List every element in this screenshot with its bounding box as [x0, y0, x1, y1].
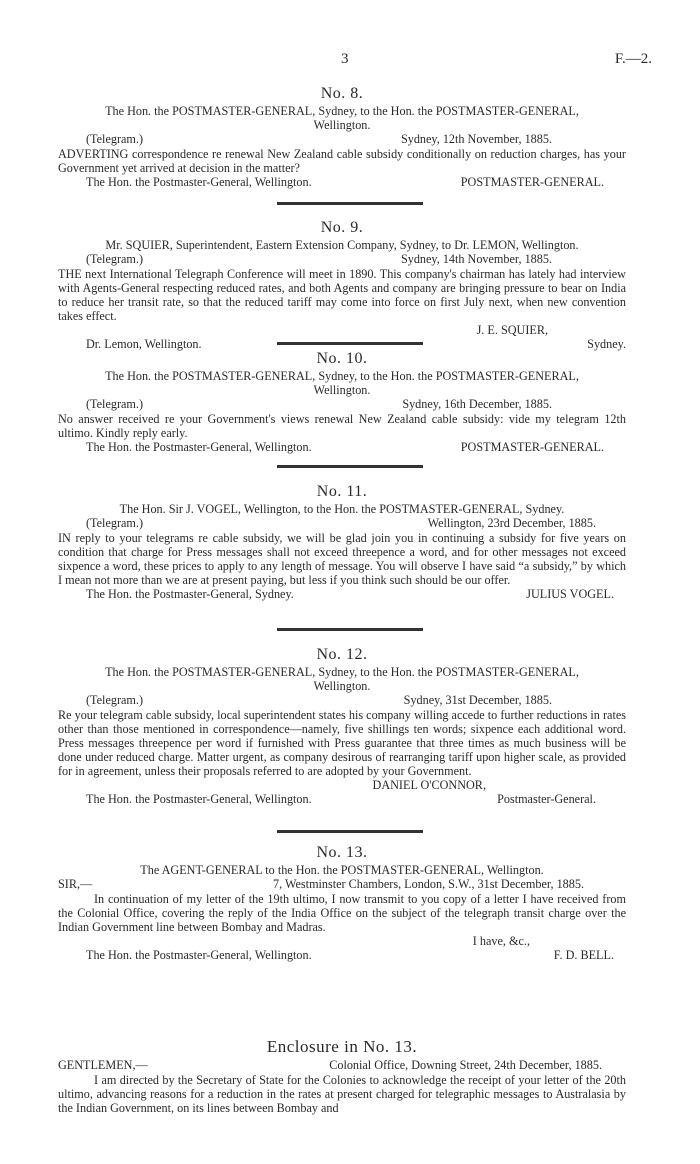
telegram-dateline-row [58, 693, 626, 707]
telegram-dateline-row [58, 132, 626, 146]
address-line: The Hon. the POSTMASTER-GENERAL, Sydney, to the Hon. the POSTMASTER-GENERAL, Wellington. [105, 104, 579, 132]
section-divider [277, 465, 423, 468]
signature-title: Postmaster-General. [497, 792, 596, 806]
section-divider [277, 628, 423, 631]
recipient-signature-row [58, 175, 626, 189]
letter-body: In continuation of my letter of the 19th ultimo, I now transmit to you copy of a letter I have received from the Colonial Office, covering the reply of the India Office on the subject of the telegraph transit charge over the Indian Government line between Bombay and Madras. [58, 892, 626, 934]
section-no-8 [58, 84, 626, 189]
recipient: The Hon. the Postmaster-General, Wellington. [86, 440, 312, 454]
section-no-12 [58, 645, 626, 806]
enclosure-section [58, 1036, 626, 1115]
dateline: Sydney, 12th November, 1885. [400, 132, 552, 146]
recipient-signature-row [58, 440, 626, 454]
section-number: No. 8. [320, 85, 364, 102]
telegram-dateline-row [58, 252, 626, 266]
message-body: Re your telegram cable subsidy, local superintendent states his company willing accede to further reductions in rates other than those mentioned in correspondence—namely, five shillings ten words; sixpence each additional word. Press messages threepence per word if furnished with Press guarantee that three times as much business will be done under reduced charge. Matter urgent, as company desirous of rearranging tariff upon higher scale, as provided for in agreement, unless their proposals referred to are adopted by your Government. [58, 708, 626, 778]
page-number: 3 [341, 51, 349, 67]
dateline: Sydney, 16th December, 1885. [402, 397, 552, 411]
address-line: Mr. SQUIER, Superintendent, Eastern Extension Company, Sydney, to Dr. LEMON, Wellington. [105, 238, 579, 252]
telegram-label: (Telegram.) [86, 516, 144, 530]
dateline: Sydney, 31st December, 1885. [403, 693, 552, 707]
section-no-10 [58, 349, 626, 454]
recipient: The Hon. the Postmaster-General, Wellington. [86, 175, 312, 189]
section-no-11 [58, 482, 626, 601]
letter-body: I am directed by the Secretary of State for the Colonies to acknowledge the receipt of your letter of the 20th ultimo, advancing reasons for a reduction in the rates at present charged for telegraphic messages to Australasia by the Indian Government, on its lines between Bombay and [58, 1073, 626, 1115]
dateline: Colonial Office, Downing Street, 24th December, 1885. [329, 1058, 602, 1072]
telegram-dateline-row [58, 516, 626, 530]
telegram-label: (Telegram.) [86, 693, 144, 707]
signature: DANIEL O'CONNOR, [372, 778, 486, 792]
telegram-label: (Telegram.) [86, 132, 144, 146]
document-code: F.—2. [614, 51, 652, 67]
section-divider [277, 342, 423, 345]
address-line: The AGENT-GENERAL to the Hon. the POSTMASTER-GENERAL, Wellington. [140, 863, 544, 877]
section-divider [277, 202, 423, 205]
salutation: GENTLEMEN,— [58, 1058, 148, 1072]
page-header [0, 52, 700, 70]
dateline: Sydney, 14th November, 1885. [400, 252, 552, 266]
section-number: No. 12. [316, 646, 368, 663]
recipient: Dr. Lemon, Wellington. [86, 337, 202, 351]
telegram-label: (Telegram.) [86, 252, 144, 266]
dateline: Wellington, 23rd December, 1885. [427, 516, 596, 530]
signature: F. D. BELL. [553, 948, 614, 962]
section-no-9 [58, 218, 626, 351]
salutation: SIR,— [58, 877, 93, 891]
recipient: The Hon. the Postmaster-General, Wellington. [86, 948, 312, 962]
section-no-13 [58, 843, 626, 962]
signature: POSTMASTER-GENERAL. [460, 175, 604, 189]
address-line: The Hon. the POSTMASTER-GENERAL, Sydney, to the Hon. the POSTMASTER-GENERAL, Wellington. [105, 369, 579, 397]
section-number: No. 9. [320, 219, 364, 236]
telegram-label: (Telegram.) [86, 397, 144, 411]
recipient-title-row [58, 792, 626, 806]
section-divider [277, 830, 423, 833]
address-line: The Hon. the POSTMASTER-GENERAL, Sydney, to the Hon. the POSTMASTER-GENERAL, Wellington. [105, 665, 579, 693]
signature: J. E. SQUIER, [476, 323, 548, 337]
enclosure-title: Enclosure in No. 13. [266, 1037, 418, 1056]
signature: POSTMASTER-GENERAL. [460, 440, 604, 454]
recipient: The Hon. the Postmaster-General, Sydney. [86, 587, 294, 601]
section-number: No. 13. [316, 844, 368, 861]
recipient-signature-row [58, 587, 626, 601]
section-number: No. 10. [316, 350, 368, 367]
section-number: No. 11. [316, 483, 368, 500]
telegram-dateline-row [58, 397, 626, 411]
message-body: ADVERTING correspondence re renewal New Zealand cable subsidy conditionally on reduction charges, has your Government yet arrived at decision in the matter? [58, 147, 626, 175]
closing: I have, &c., [472, 934, 530, 948]
salutation-dateline-row [58, 877, 626, 891]
place: Sydney. [587, 337, 626, 351]
salutation-dateline-row [58, 1058, 626, 1072]
recipient: The Hon. the Postmaster-General, Wellington. [86, 792, 312, 806]
recipient-signature-row [58, 948, 626, 962]
message-body: THE next International Telegraph Conference will meet in 1890. This company's chairman has lately had interview with Agents-General respecting reduced rates, and both Agents and company are bringing pressure to bear on India to reduce her transit rate, so that the reduced tariff may come into force on first July next, when new convention takes effect. [58, 267, 626, 323]
address-line: The Hon. Sir J. VOGEL, Wellington, to the Hon. the POSTMASTER-GENERAL, Sydney. [119, 502, 565, 516]
signature: JULIUS VOGEL. [526, 587, 614, 601]
dateline: 7, Westminster Chambers, London, S.W., 31st December, 1885. [273, 877, 584, 891]
message-body: IN reply to your telegrams re cable subsidy, we will be glad join you in continuing a subsidy for five years on condition that charge for Press messages shall not exceed threepence a word, and for other messages not exceed sixpence a word, these prices to apply to any length of message. You will observe I have said “a subsidy,” by which I mean not more than we are at present paying, but less if you think such should be our offer. [58, 531, 626, 587]
message-body: No answer received re your Government's views renewal New Zealand cable subsidy: vide my telegram 12th ultimo. Kindly reply early. [58, 412, 626, 440]
